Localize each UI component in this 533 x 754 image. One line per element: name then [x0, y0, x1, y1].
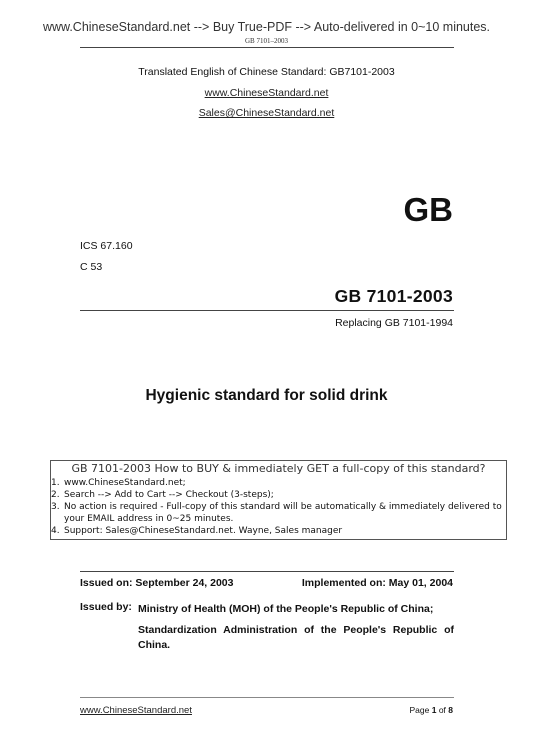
step-number: 2. [51, 490, 60, 500]
classification-code: C 53 [80, 261, 103, 273]
purchase-step [51, 526, 342, 536]
standard-number: GB 7101-2003 [334, 286, 453, 306]
top-banner: www.ChineseStandard.net --> Buy True-PDF --> Auto-delivered in 0~10 minutes. [42, 20, 491, 34]
implemented-on-date: Implemented on: May 01, 2004 [301, 577, 453, 589]
footer-divider [80, 697, 454, 698]
step-text: No action is required - Full-copy of this standard will be automatically & immediately delivered to [64, 502, 502, 512]
page-of: of [436, 705, 449, 715]
issued-on-date: Issued on: September 24, 2003 [80, 577, 234, 589]
gb-mark: GB [403, 191, 453, 228]
step-text: www.ChineseStandard.net; [64, 478, 186, 488]
header-divider [80, 47, 454, 48]
page-number [410, 705, 454, 715]
step-text: Search --> Add to Cart --> Checkout (3-steps); [64, 490, 274, 500]
step-text: your EMAIL address in 0~25 minutes. [64, 514, 234, 524]
issuer-moh: Ministry of Health (MOH) of the People's Republic of China; [138, 603, 434, 615]
issued-by-label: Issued by: [80, 601, 132, 613]
replacing-note: Replacing GB 7101-1994 [335, 317, 453, 329]
purchase-step [51, 490, 274, 500]
issuer-sac: Standardization Administration of the People's Republic of China. [138, 624, 454, 651]
page-total: 8 [448, 705, 453, 715]
dates-divider [80, 571, 454, 572]
step-number: 4. [51, 526, 60, 536]
page-prefix: Page [409, 705, 432, 715]
page-current: 1 [431, 705, 437, 715]
purchase-heading: GB 7101-2003 How to BUY & immediately GET a full-copy of this standard? [71, 462, 486, 475]
translation-note: Translated English of Chinese Standard: GB7101-2003 [138, 66, 395, 78]
website-link[interactable]: www.ChineseStandard.net [204, 87, 329, 99]
running-header: GB 7101–2003 [245, 37, 288, 45]
document-title: Hygienic standard for solid drink [145, 387, 388, 404]
purchase-step [51, 502, 502, 512]
step-number: 3. [51, 502, 60, 512]
purchase-step-continuation [51, 514, 233, 524]
standard-divider [80, 310, 454, 311]
footer-website-link[interactable]: www.ChineseStandard.net [80, 705, 192, 716]
purchase-info-box [50, 460, 507, 540]
email-link[interactable]: Sales@ChineseStandard.net [198, 107, 335, 119]
purchase-step [51, 478, 186, 488]
step-number: 1. [51, 478, 60, 488]
step-text: Support: Sales@ChineseStandard.net. Wayne, Sales manager [64, 526, 343, 536]
ics-code: ICS 67.160 [80, 240, 133, 252]
